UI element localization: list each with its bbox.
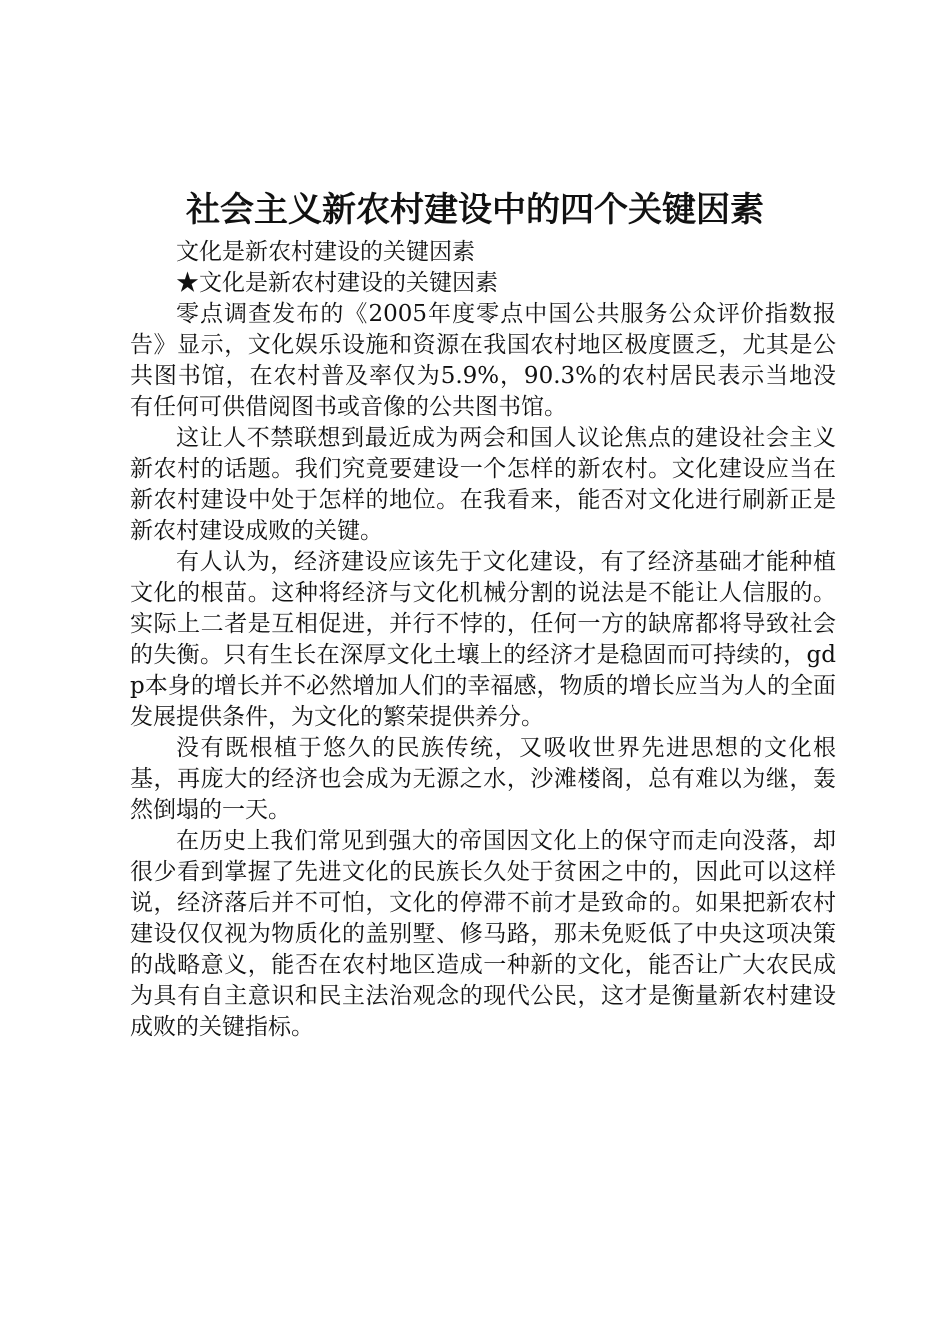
- document-body: [130, 237, 836, 1043]
- paragraph: 有人认为，经济建设应该先于文化建设，有了经济基础才能种植文化的根苗。这种将经济与文化机械分割的说法是不能让人信服的。实际上二者是互相促进，并行不悖的，任何一方的缺席都将导致社会的失衡。只有生长在深厚文化土壤上的经济才是稳固而可持续的，gdp本身的增长并不必然增加人们的幸福感，物质的增长应当为人的全面发展提供条件，为文化的繁荣提供养分。: [130, 549, 836, 730]
- paragraph: 零点调查发布的《2005年度零点中国公共服务公众评价指数报告》显示，文化娱乐设施和资源在我国农村地区极度匮乏，尤其是公共图书馆，在农村普及率仅为5.9%，90.3%的农村居民表示当地没有任何可供借阅图书或音像的公共图书馆。: [130, 301, 836, 420]
- paragraph-star-subtitle: ★文化是新农村建设的关键因素: [176, 270, 498, 296]
- paragraph: 在历史上我们常见到强大的帝国因文化上的保守而走向没落，却很少看到掌握了先进文化的民族长久处于贫困之中的，因此可以这样说，经济落后并不可怕，文化的停滞不前才是致命的。如果把新农村建设仅仅视为物质化的盖别墅、修马路，那未免贬低了中央这项决策的战略意义，能否在农村地区造成一种新的文化，能否让广大农民成为具有自主意识和民主法治观念的现代公民，这才是衡量新农村建设成败的关键指标。: [130, 828, 836, 1040]
- document-title: 社会主义新农村建设中的四个关键因素: [186, 190, 764, 230]
- paragraph: 没有既根植于悠久的民族传统，又吸收世界先进思想的文化根基，再庞大的经济也会成为无源之水，沙滩楼阁，总有难以为继，轰然倒塌的一天。: [130, 735, 836, 823]
- paragraph-subtitle: 文化是新农村建设的关键因素: [176, 239, 475, 265]
- paragraph: 这让人不禁联想到最近成为两会和国人议论焦点的建设社会主义新农村的话题。我们究竟要建设一个怎样的新农村。文化建设应当在新农村建设中处于怎样的地位。在我看来，能否对文化进行刷新正是新农村建设成败的关键。: [130, 425, 836, 544]
